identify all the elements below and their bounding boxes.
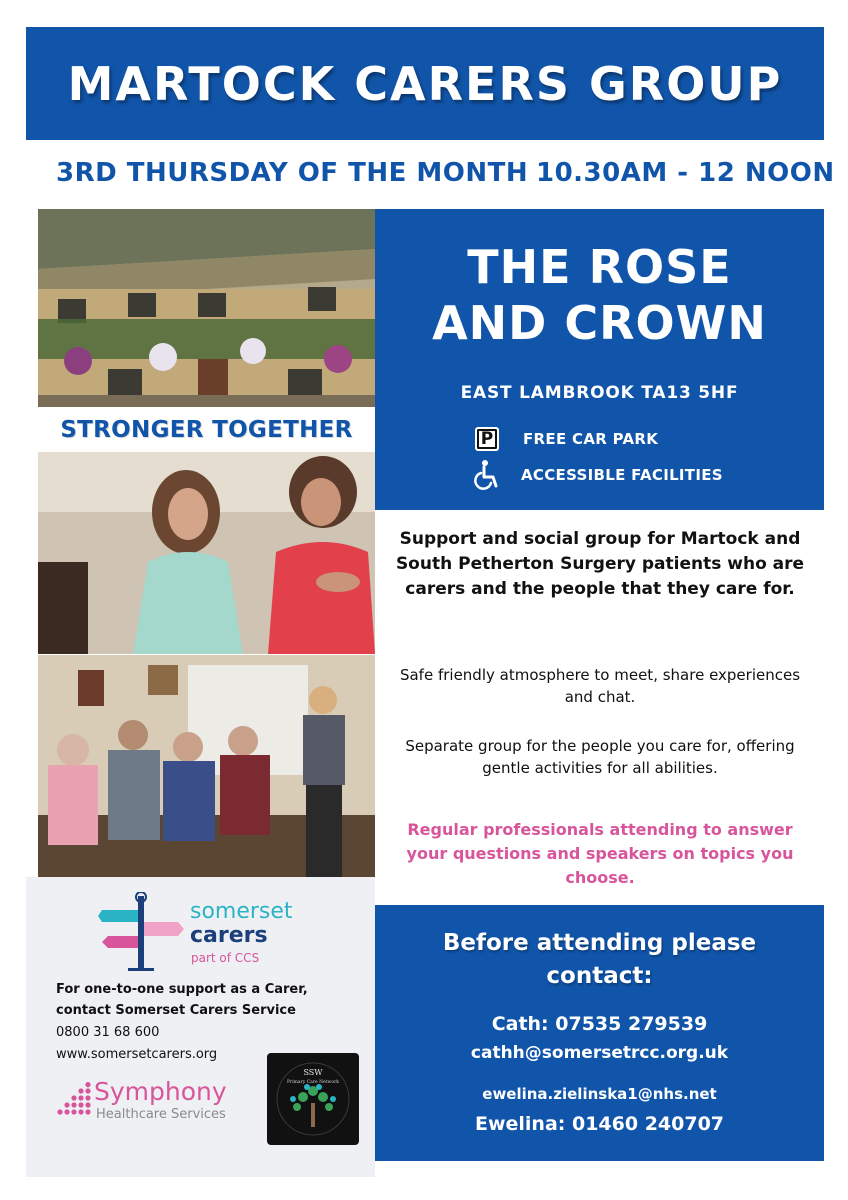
venue-panel xyxy=(375,209,824,510)
support-phone[interactable]: 0800 31 68 600 xyxy=(56,1025,160,1040)
symphony-word2: Healthcare Services xyxy=(96,1107,226,1122)
pcn-badge-subtitle: Primary Care Network xyxy=(287,1080,339,1085)
group-exercise-photo xyxy=(38,655,375,877)
description-professionals: Regular professionals attending to answer your questions and speakers on topics you choose. xyxy=(406,820,794,887)
amenity-parking xyxy=(475,427,658,451)
venue-address: EAST LAMBROOK TA13 5HF xyxy=(460,383,739,403)
contact-cath-email[interactable]: cathh@somersetrcc.org.uk xyxy=(470,1043,729,1063)
amenity-accessible-label: ACCESSIBLE FACILITIES xyxy=(521,466,723,484)
symphony-word1: Symphony xyxy=(94,1077,227,1106)
contact-heading-line2: contact: xyxy=(546,963,653,989)
somerset-carers-word1: somerset xyxy=(190,899,293,924)
page-title: MARTOCK CARERS GROUP xyxy=(67,56,783,111)
schedule-day: 3RD THURSDAY OF THE MONTH xyxy=(56,158,529,188)
tagline: STRONGER TOGETHER xyxy=(38,407,375,452)
parking-icon: P xyxy=(475,427,499,451)
contact-ewelina-phone[interactable]: Ewelina: 01460 240707 xyxy=(474,1113,725,1135)
symphony-logo-icon xyxy=(56,1082,96,1118)
header-banner xyxy=(26,27,824,140)
signpost-icon xyxy=(98,892,188,972)
pub-photo xyxy=(38,209,375,407)
support-line1: For one-to-one support as a Carer, xyxy=(56,982,308,997)
contact-panel xyxy=(375,905,824,1161)
amenity-accessible xyxy=(475,459,723,491)
venue-name-line1: THE ROSE xyxy=(467,240,732,294)
description-separate-group: Separate group for the people you care for, offering gentle activities for all abilities. xyxy=(405,737,795,777)
pcn-badge xyxy=(267,1053,359,1145)
amenity-parking-label: FREE CAR PARK xyxy=(523,430,659,448)
carers-conversation-photo xyxy=(38,452,375,654)
support-line2: contact Somerset Carers Service xyxy=(56,1003,296,1018)
contact-heading-line1: Before attending please xyxy=(442,930,757,956)
description-atmosphere: Safe friendly atmosphere to meet, share experiences and chat. xyxy=(399,666,801,706)
venue-name xyxy=(375,239,824,351)
contact-heading xyxy=(375,927,824,993)
venue-name-line2: AND CROWN xyxy=(432,296,767,350)
wheelchair-icon xyxy=(471,459,503,491)
contact-ewelina-email[interactable]: ewelina.zielinska1@nhs.net xyxy=(482,1085,717,1103)
contact-cath-phone[interactable]: Cath: 07535 279539 xyxy=(491,1013,708,1035)
description-main: Support and social group for Martock and South Petherton Surgery patients who are carers and the people that they care for. xyxy=(395,529,805,599)
somerset-carers-sub: part of CCS xyxy=(191,951,260,965)
support-website[interactable]: www.somersetcarers.org xyxy=(56,1047,218,1062)
schedule-time: 10.30AM - 12 NOON xyxy=(536,158,835,188)
somerset-carers-word2: carers xyxy=(190,923,268,948)
pcn-badge-center: SSW xyxy=(303,1068,323,1077)
somerset-carers-panel xyxy=(26,877,375,1177)
